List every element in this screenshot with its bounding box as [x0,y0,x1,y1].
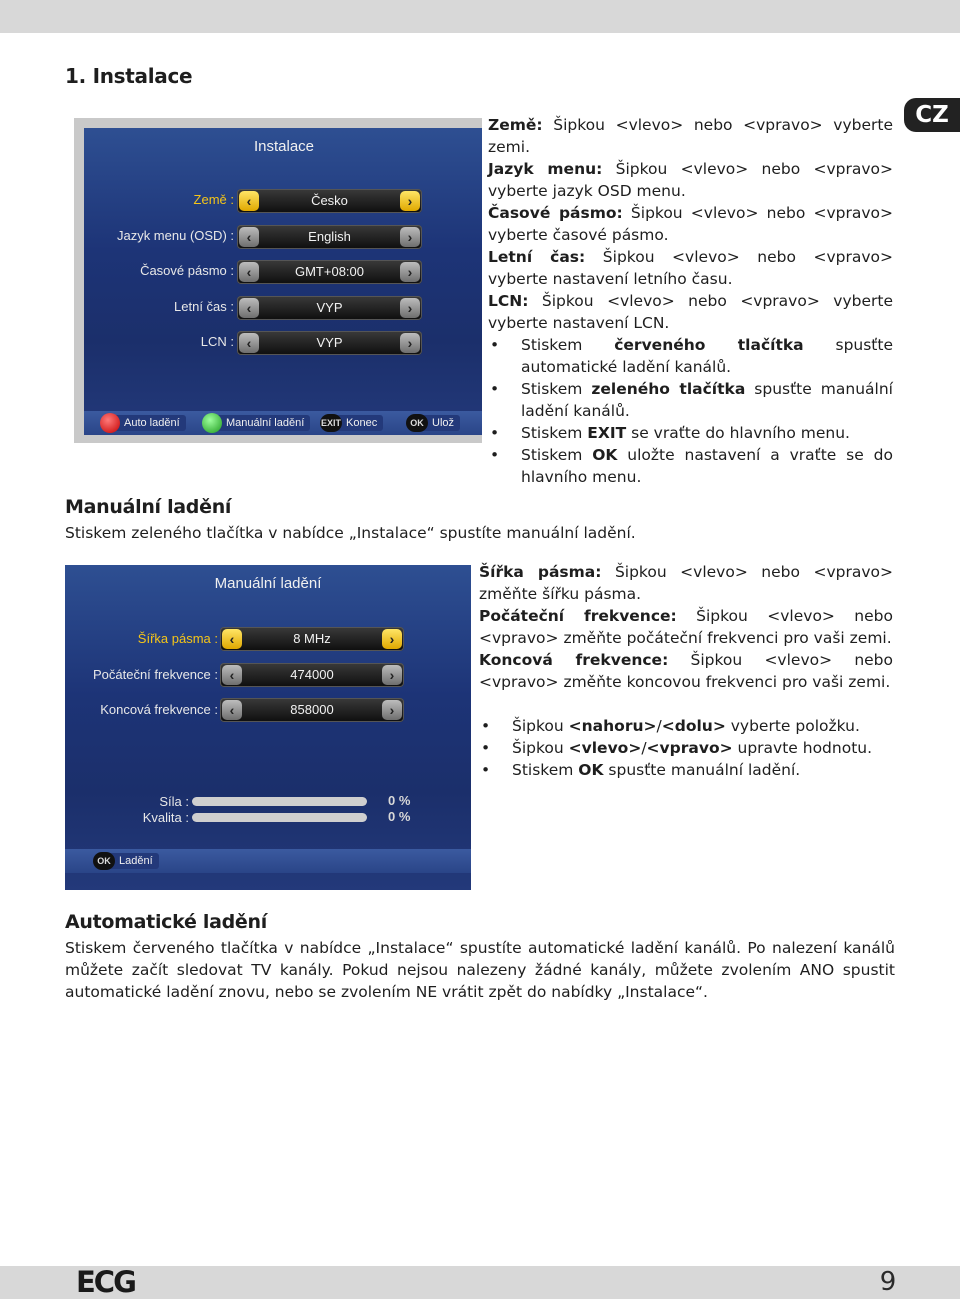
list-item: • Šipkou <vlevo>/<vpravo> upravte hodnotu. [479,737,893,759]
ok-button-icon: OK [406,414,428,432]
start-frequency-selector[interactable] [220,663,404,687]
list-item: • Stiskem OK uložte nastavení a vraťte se do hlavního menu. [488,444,893,488]
row-label-dst: Letní čas : [174,299,234,314]
chevron-left-icon[interactable]: ‹ [239,227,259,247]
start-frequency-value: 474000 [290,667,334,682]
chevron-right-icon[interactable]: › [382,665,402,685]
list-item: • Šipkou <nahoru>/<dolu> vyberte položku. [479,715,893,737]
screen-footer [65,849,471,873]
dst-value: VYP [316,300,343,315]
signal-quality-value: 0 % [388,809,411,824]
brand-logo: ECG [76,1265,135,1299]
manual-tuning-heading: Manuální ladění [65,496,232,518]
row-label-bandwidth: Šířka pásma : [137,631,218,646]
red-button-icon [100,413,120,433]
signal-strength-bar [192,797,367,806]
chevron-right-icon[interactable]: › [400,191,420,211]
section-title: 1. Instalace [65,64,193,88]
row-label-end-frequency: Koncová frekvence : [100,702,218,717]
installation-description: Země: Šipkou <vlevo> nebo <vpravo> vyberte zemi. Jazyk menu: Šipkou <vlevo> nebo <vpravo> vyberte jazyk OSD menu. Časové pásmo: Šipkou <vlevo> nebo <vpravo> vyberte časové pásmo. Letní čas: Šipkou <vlevo> nebo <vpravo> vyberte nastavení letního času. LCN: Šipkou <vlevo> nebo <vpravo> vyberte vyberte nastavení LCN. • Stiskem červeného tlačítka spusťte automatické ladění kanálů. • Stiskem zeleného tlačítka spusťte manuální ladění kanálů. • Stiskem EXIT se vraťte do hlavního menu. • Stiskem OK uložte nastavení a vraťte se do hlavního menu. [488,114,893,488]
top-bar [0,0,960,33]
language-selector[interactable] [237,225,422,249]
bandwidth-selector[interactable] [220,627,404,651]
screen-footer [84,411,482,435]
chevron-right-icon[interactable]: › [400,298,420,318]
chevron-right-icon[interactable]: › [382,629,402,649]
language-badge: CZ [904,98,960,132]
chevron-left-icon[interactable]: ‹ [239,191,259,211]
auto-tuning-heading: Automatické ladění [65,911,267,933]
timezone-selector[interactable] [237,260,422,284]
row-label-language: Jazyk menu (OSD) : [116,228,234,243]
save-hint[interactable]: OK Ulož [406,413,460,433]
signal-quality-label: Kvalita : [142,810,189,825]
chevron-left-icon[interactable]: ‹ [222,700,242,720]
chevron-right-icon[interactable]: › [400,227,420,247]
list-item: • Stiskem OK spusťte manuální ladění. [479,759,893,781]
page-number: 9 [879,1267,897,1297]
country-selector[interactable] [237,189,422,213]
list-item: • Stiskem červeného tlačítka spusťte automatické ladění kanálů. [488,334,893,378]
country-value: Česko [311,193,348,208]
lcn-value: VYP [316,335,343,350]
list-item: • Stiskem zeleného tlačítka spusťte manuální ladění kanálů. [488,378,893,422]
screen-title: Instalace [253,138,315,155]
signal-strength-value: 0 % [388,793,411,808]
chevron-left-icon[interactable]: ‹ [239,262,259,282]
signal-strength-label: Síla : [159,794,189,809]
chevron-right-icon[interactable]: › [400,262,420,282]
chevron-left-icon[interactable]: ‹ [222,665,242,685]
auto-tuning-hint[interactable]: Auto ladění [100,413,186,433]
list-item: • Stiskem EXIT se vraťte do hlavního menu. [488,422,893,444]
auto-tuning-text: Stiskem červeného tlačítka v nabídce „Instalace“ spustíte automatické ladění kanálů. Po nalezení kanálů můžete začít sledovat TV kanály. Pokud nejsou nalezeny žádné kanály, můžete zvolením ANO spustit automatické ladění znovu, nebo se zvolením NE vrátit zpět do nabídky „Instalace“. [65,939,895,1001]
end-frequency-selector[interactable] [220,698,404,722]
row-label-country: Země : [193,192,234,207]
language-value: English [308,229,351,244]
row-label-start-frequency: Počáteční frekvence : [92,667,218,682]
end-frequency-value: 858000 [290,702,334,717]
exit-hint[interactable]: EXIT Konec [320,413,383,433]
chevron-left-icon[interactable]: ‹ [222,629,242,649]
chevron-left-icon[interactable]: ‹ [239,298,259,318]
manual-tuning-hint[interactable]: Manuální ladění [202,413,310,433]
installation-screen [74,118,482,443]
ok-button-icon: OK [93,852,115,870]
tuning-start-hint[interactable]: OK Ladění [93,851,159,871]
green-button-icon [202,413,222,433]
lcn-selector[interactable] [237,331,422,355]
row-label-timezone: Časové pásmo : [140,263,234,278]
bandwidth-value: 8 MHz [293,631,331,646]
chevron-right-icon[interactable]: › [382,700,402,720]
chevron-left-icon[interactable]: ‹ [239,333,259,353]
dst-selector[interactable] [237,296,422,320]
bottom-bar [0,1266,960,1299]
row-label-lcn: LCN : [200,334,234,349]
manual-tuning-intro: Stiskem zeleného tlačítka v nabídce „Instalace“ spustíte manuální ladění. [65,524,636,542]
manual-tuning-screen [65,565,471,890]
chevron-right-icon[interactable]: › [400,333,420,353]
exit-button-icon: EXIT [320,414,342,432]
manual-tuning-description: Šířka pásma: Šipkou <vlevo> nebo <vpravo> změňte šířku pásma. Počáteční frekvence: Šipkou <vlevo> nebo <vpravo> změňte počáteční frekvenci pro vaši zemi. Koncová frekvence: Šipkou <vlevo> nebo <vpravo> změňte koncovou frekvenci pro vaši zemi. • Šipkou <nahoru>/<dolu> vyberte položku. • Šipkou <vlevo>/<vpravo> upravte hodnotu. • Stiskem OK spusťte manuální ladění. [479,561,893,781]
signal-quality-bar [192,813,367,822]
screen-title: Manuální ladění [214,575,322,592]
timezone-value: GMT+08:00 [294,264,364,279]
